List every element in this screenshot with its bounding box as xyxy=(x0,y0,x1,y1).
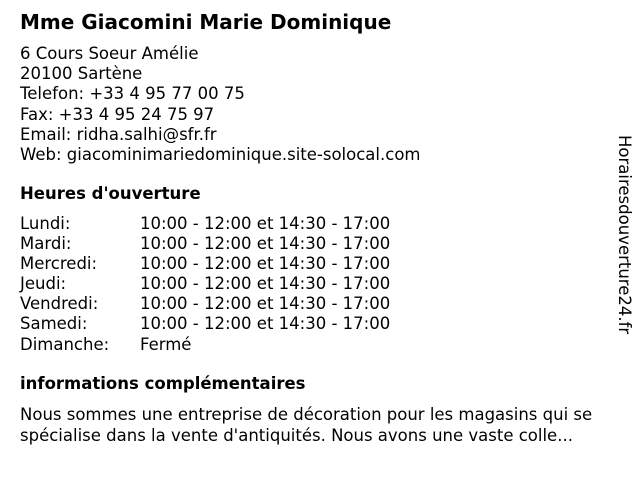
phone-line: Telefon: +33 4 95 77 00 75 xyxy=(20,84,245,104)
address-street: 6 Cours Soeur Amélie xyxy=(20,44,199,63)
email-line: Email: ridha.salhi@sfr.fr xyxy=(20,124,217,144)
fax-line: Fax: +33 4 95 24 75 97 xyxy=(20,104,215,124)
watermark-text: Horairesdouverture24.fr xyxy=(615,135,634,335)
day-label: Samedi: xyxy=(20,314,88,334)
time-value: 10:00 - 12:00 et 14:30 - 17:00 xyxy=(140,254,391,274)
info-line: Nous sommes une entreprise de décoration pour les magasins qui se xyxy=(20,405,593,424)
day-label: Jeudi: xyxy=(20,274,67,294)
address-city: 20100 Sartène xyxy=(20,64,143,84)
web-line: Web: giacominimariedominique.site-solocal.com xyxy=(20,145,421,165)
time-value: 10:00 - 12:00 et 14:30 - 17:00 xyxy=(140,274,391,294)
day-label: Lundi: xyxy=(20,214,71,233)
opening-hours-heading: Heures d'ouverture xyxy=(20,184,201,203)
time-value: 10:00 - 12:00 et 14:30 - 17:00 xyxy=(140,234,391,254)
business-name: Mme Giacomini Marie Dominique xyxy=(20,10,392,34)
time-value: Fermé xyxy=(140,334,192,354)
contact-block xyxy=(20,44,421,165)
time-value: 10:00 - 12:00 et 14:30 - 17:00 xyxy=(140,314,391,334)
info-line: spécialise dans la vente d'antiquités. Nous avons une vaste colle... xyxy=(20,425,573,445)
time-value: 10:00 - 12:00 et 14:30 - 17:00 xyxy=(140,214,391,233)
time-value: 10:00 - 12:00 et 14:30 - 17:00 xyxy=(140,294,391,314)
day-label: Dimanche: xyxy=(20,334,110,354)
additional-info-text xyxy=(20,405,625,446)
site-watermark xyxy=(612,135,636,371)
additional-info-heading: informations complémentaires xyxy=(20,374,306,393)
day-label: Mardi: xyxy=(20,234,72,254)
day-label: Vendredi: xyxy=(20,294,99,314)
day-label: Mercredi: xyxy=(20,254,98,274)
